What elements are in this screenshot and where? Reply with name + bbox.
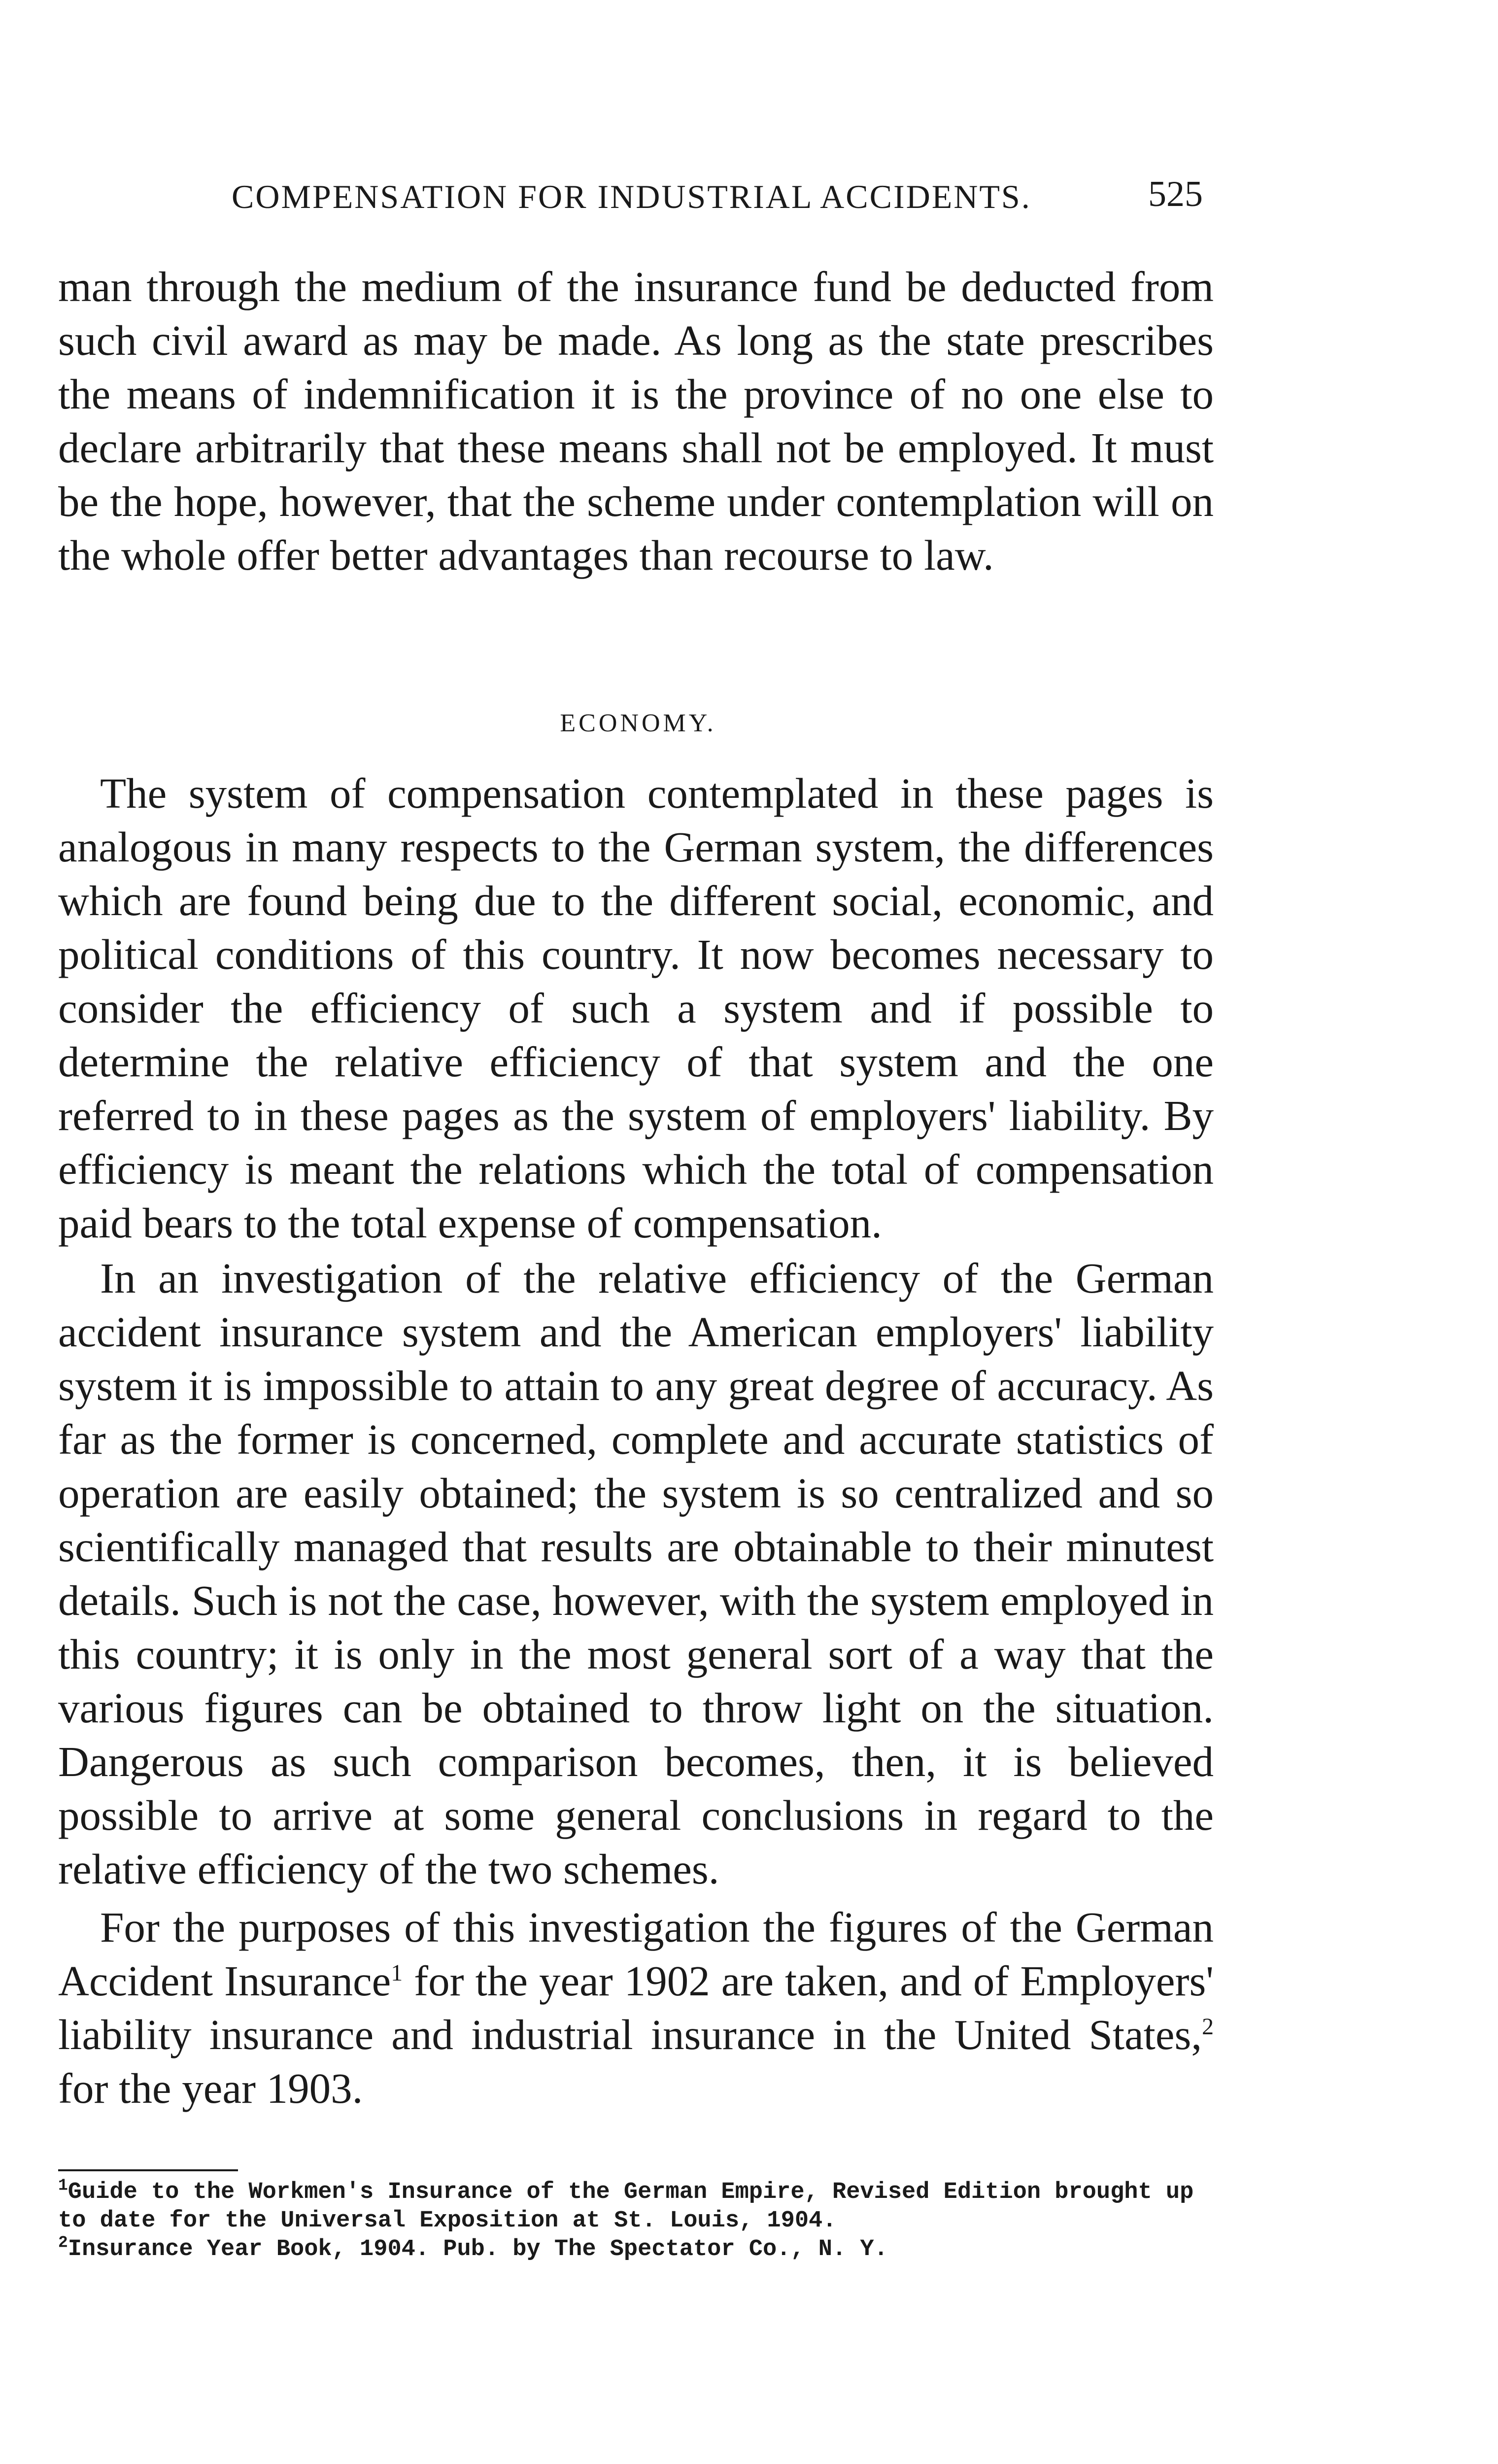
footnote-divider: [58, 2169, 238, 2171]
footnote-text: Insurance Year Book, 1904. Pub. by The Spectator Co., N. Y.: [68, 2236, 888, 2262]
footnote-reference: 1: [391, 1960, 403, 1986]
paragraph-text: for the year 1903.: [58, 2064, 363, 2112]
paragraph-with-footnote-refs: [58, 1900, 1214, 2115]
footnote-marker: 1: [58, 2176, 68, 2195]
footnote: [58, 2235, 1214, 2264]
paragraph: In an investigation of the relative efficiency of the German accident insurance system and the American employers' liability system it is impossible to attain to any great degree of accuracy. As far as the former is concerned, complete and accurate statistics of operation are easily obtained; the system is so centralized and so scientifically managed that results are obtainable to their minutest details. Such is not the case, however, with the system employed in this country; it is only in the most general sort of a way that the various figures can be obtained to throw light on the situation. Dangerous as such comparison becomes, then, it is believed possible to arrive at some general conclusions in regard to the relative efficiency of the two schemes.: [58, 1254, 1214, 1893]
footnote-text: Guide to the Workmen's Insurance of the German Empire, Revised Edition brought up to date for the Universal Exposition at St. Louis, 1904.: [58, 2179, 1194, 2234]
paragraph-text: For the purposes of this investigation the figures of the German Accident Insurance: [58, 1903, 1214, 2005]
paragraph-text: for the year 1902 are taken, and of Employers' liability insurance and industrial insurance in the United States,: [58, 1957, 1214, 2058]
section-heading: ECONOMY.: [560, 709, 716, 737]
footnote: [58, 2178, 1214, 2235]
footnote-reference: 2: [1202, 2014, 1214, 2040]
footnote-marker: 2: [58, 2233, 68, 2252]
paragraph-continued: man through the medium of the insurance fund be deducted from such civil award as may be made. As long as the state prescribes the means of indemnification it is the province of no one else to declare arbitrarily that these means shall not be employed. It must be the hope, however, that the scheme under contemplation will on the whole offer better advantages than recourse to law.: [58, 263, 1214, 579]
running-head-title: COMPENSATION FOR INDUSTRIAL ACCIDENTS.: [232, 178, 1031, 215]
page-number: 525: [1148, 174, 1203, 214]
paragraph: The system of compensation contemplated in these pages is analogous in many respects to the German system, the differences which are found being due to the different social, economic, and political conditions of this country. It now becomes necessary to consider the efficiency of such a system and if possible to determine the relative efficiency of that system and the one referred to in these pages as the system of employers' liability. By efficiency is meant the relations which the total of compensation paid bears to the total expense of compensation.: [58, 769, 1214, 1247]
